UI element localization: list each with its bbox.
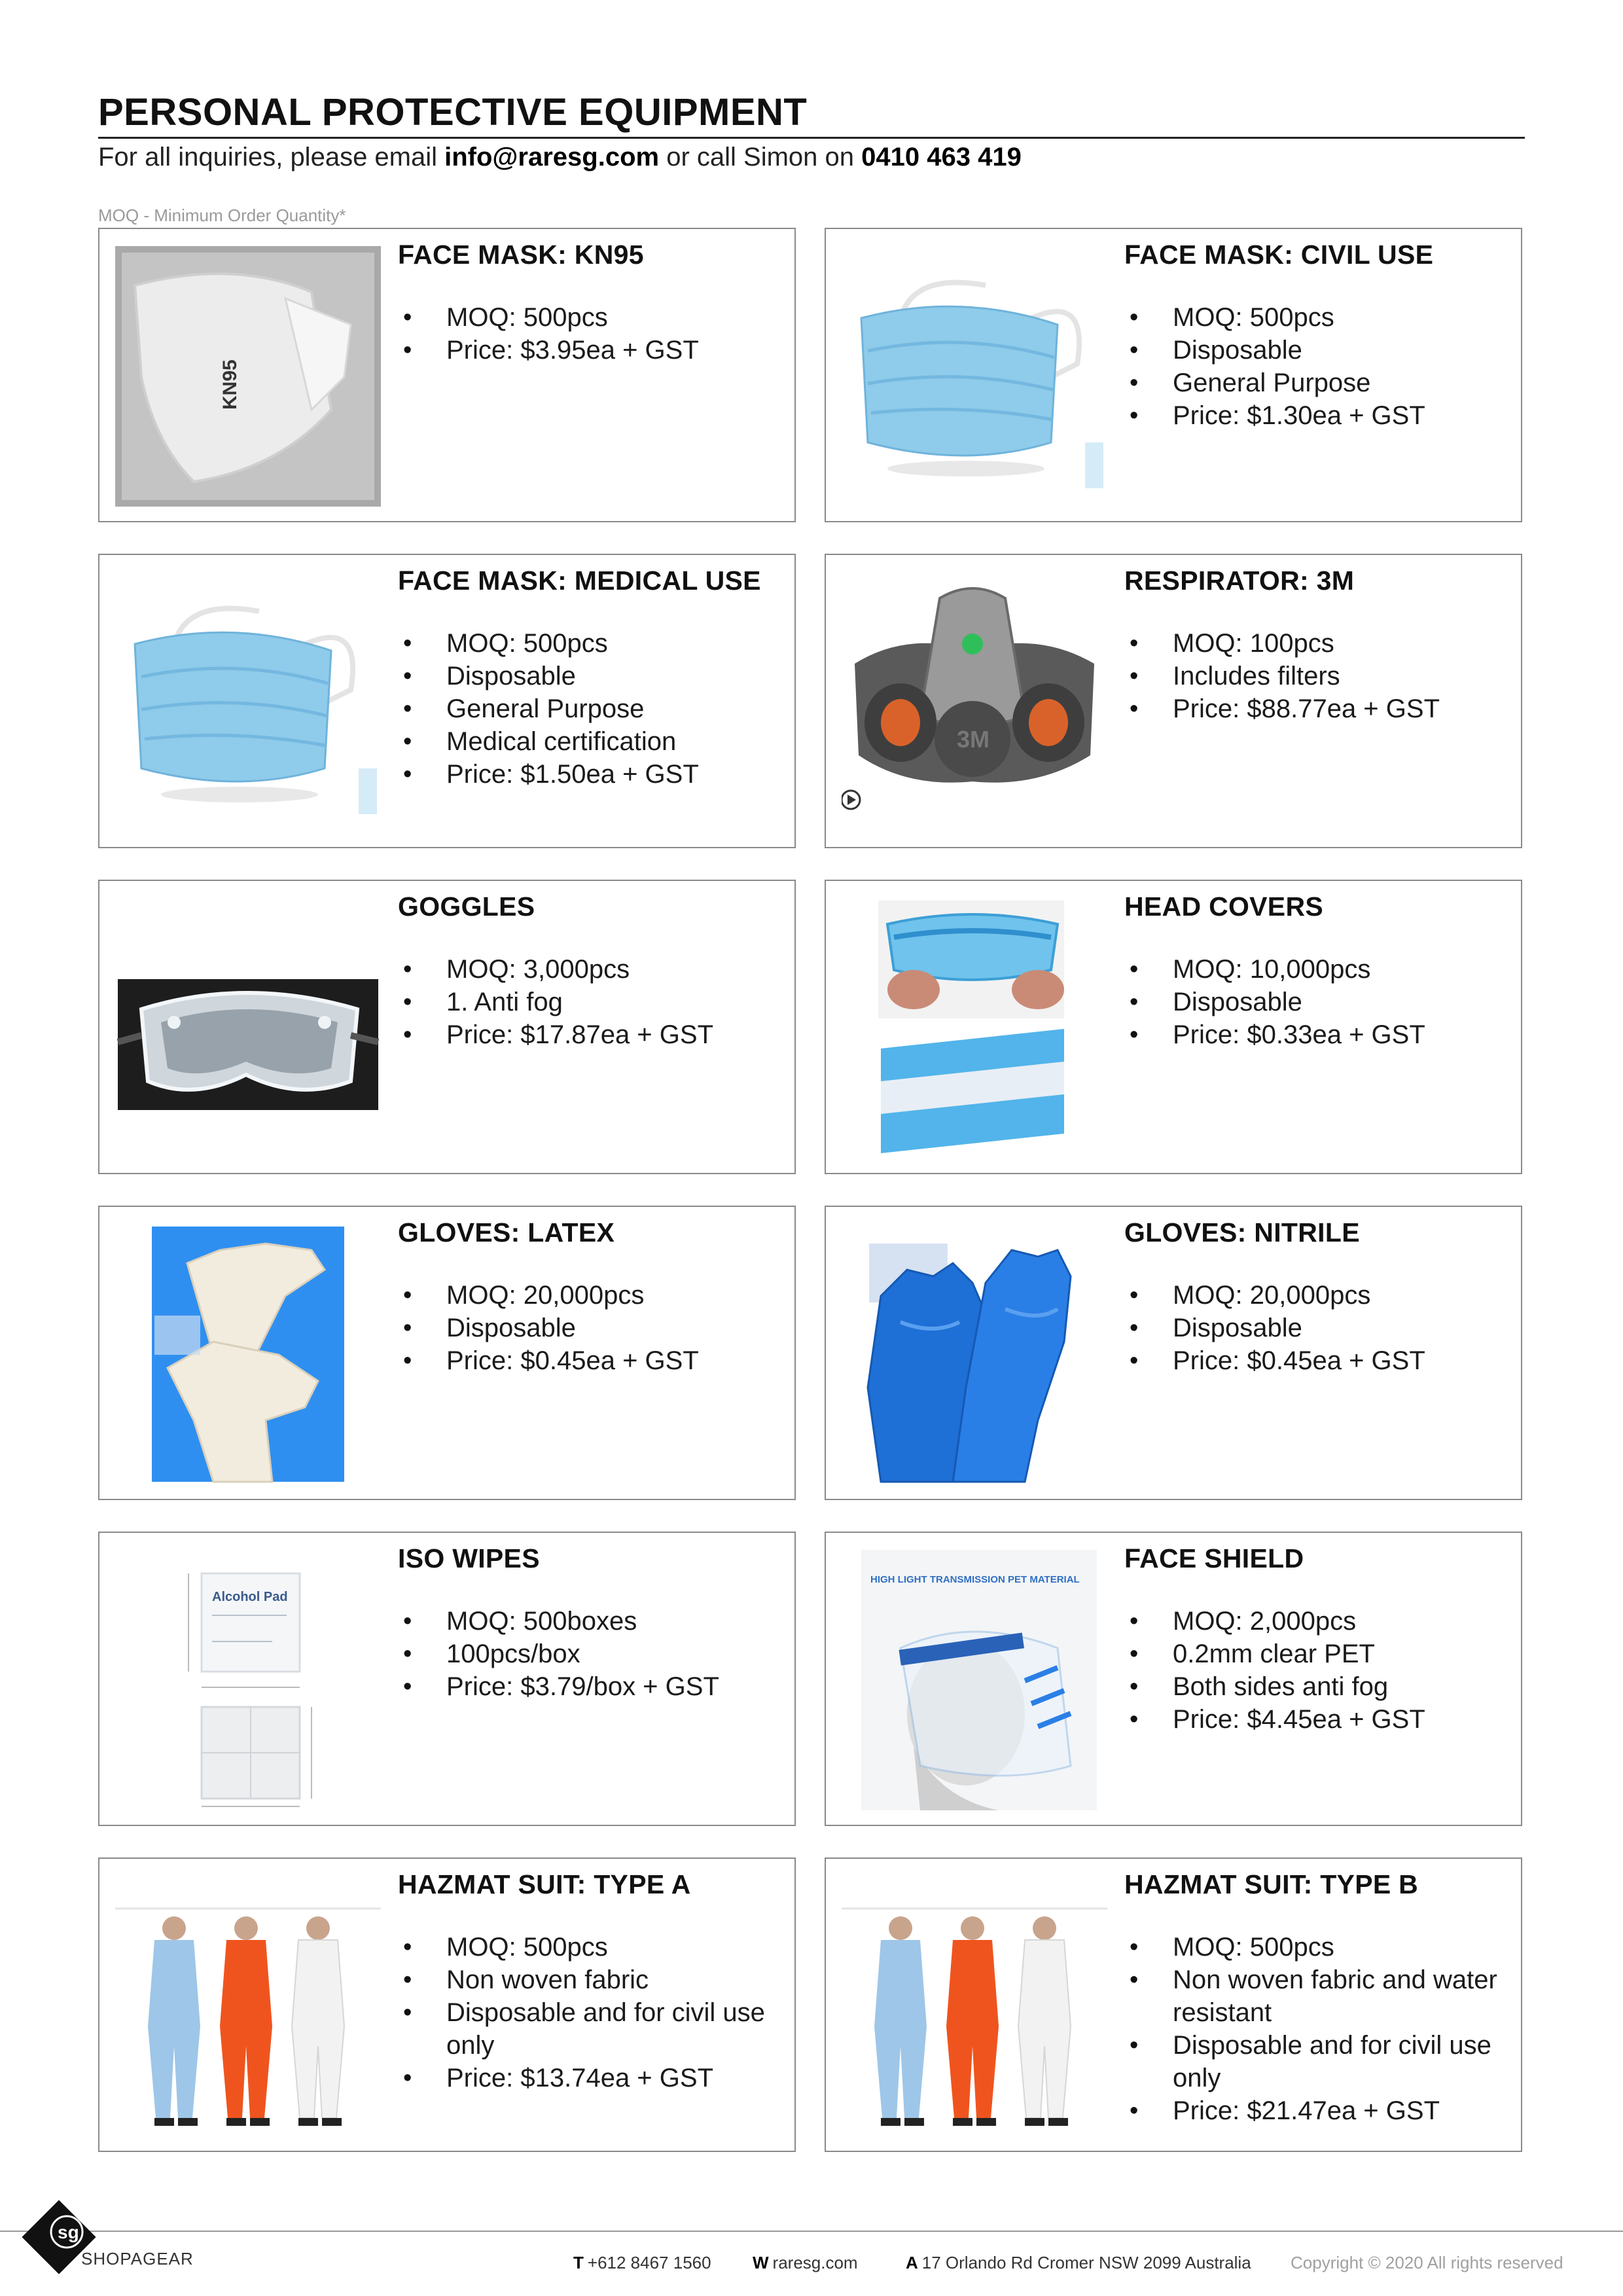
bullet-item: • MOQ: 500pcs — [398, 627, 784, 660]
bullet-item: • 100pcs/box — [398, 1638, 784, 1670]
logo-wordmark: SHOPAGEAR — [81, 2249, 194, 2269]
bullet-item: • MOQ: 20,000pcs — [1124, 1279, 1510, 1312]
product-card-head-covers — [825, 880, 1522, 1174]
bullet-item: • Disposable — [1124, 986, 1510, 1018]
product-bullets — [398, 1931, 784, 2094]
bullet-item: • Price: $88.77ea + GST — [1124, 692, 1510, 725]
bullet-item: • Price: $3.95ea + GST — [398, 334, 784, 367]
goggles-image — [115, 898, 381, 1158]
bullet-item: • Price: $1.50ea + GST — [398, 758, 784, 791]
product-bullets — [398, 627, 784, 791]
product-title: FACE SHIELD — [1124, 1543, 1304, 1573]
inquiry-line: For all inquiries, please email info@raresg.com or call Simon on 0410 463 419 — [98, 143, 1022, 171]
kn95-mask-image — [115, 246, 381, 507]
footer-copyright: Copyright © 2020 All rights reserved — [1291, 2253, 1563, 2272]
bullet-item: • Price: $0.45ea + GST — [1124, 1344, 1510, 1377]
product-bullets — [398, 1279, 784, 1377]
product-title: HAZMAT SUIT: TYPE A — [398, 1869, 691, 1899]
bullet-item: • Includes filters — [1124, 660, 1510, 692]
bullet-item: • Disposable — [398, 1312, 784, 1344]
bullet-item: • Both sides anti fog — [1124, 1670, 1510, 1703]
bullet-item: • MOQ: 2,000pcs — [1124, 1605, 1510, 1638]
bullet-item: • MOQ: 500boxes — [398, 1605, 784, 1638]
moq-note: MOQ - Minimum Order Quantity* — [98, 206, 346, 225]
latex-gloves-image — [115, 1224, 381, 1484]
bullet-item: • MOQ: 10,000pcs — [1124, 953, 1510, 986]
bullet-item: • Price: $4.45ea + GST — [1124, 1703, 1510, 1736]
bullet-item: • Medical certification — [398, 725, 784, 758]
product-card-goggles — [98, 880, 796, 1174]
bullet-item: • MOQ: 500pcs — [398, 1931, 784, 1964]
bullet-item: • Price: $0.33ea + GST — [1124, 1018, 1510, 1051]
product-title: HEAD COVERS — [1124, 891, 1324, 922]
svg-text:KN95: KN95 — [219, 359, 241, 410]
face-shield-image — [842, 1550, 1107, 1810]
footer-address: A 17 Orlando Rd Cromer NSW 2099 Australia — [906, 2253, 1251, 2272]
bullet-item: • Disposable and for civil use only — [1124, 2029, 1510, 2094]
bullet-item: • Price: $3.79/box + GST — [398, 1670, 784, 1703]
medical-mask-image — [115, 572, 381, 833]
bullet-item: • Disposable and for civil use only — [398, 1996, 784, 2062]
bullet-item: • MOQ: 100pcs — [1124, 627, 1510, 660]
product-bullets — [1124, 953, 1510, 1051]
product-title: FACE MASK: CIVIL USE — [1124, 240, 1434, 270]
product-bullets — [1124, 301, 1510, 432]
product-title: GOGGLES — [398, 891, 535, 922]
bullet-item: • Price: $21.47ea + GST — [1124, 2094, 1510, 2127]
product-title: GLOVES: LATEX — [398, 1217, 615, 1247]
bullet-item: • Disposable — [1124, 334, 1510, 367]
bullet-item: • MOQ: 3,000pcs — [398, 953, 784, 986]
product-title: RESPIRATOR: 3M — [1124, 565, 1355, 596]
bullet-item: • MOQ: 20,000pcs — [398, 1279, 784, 1312]
product-card-medical-mask — [98, 554, 796, 848]
bullet-item: • Price: $1.30ea + GST — [1124, 399, 1510, 432]
product-card-nitrile-gloves — [825, 1206, 1522, 1500]
bullet-item: • MOQ: 500pcs — [398, 301, 784, 334]
product-bullets — [1124, 1931, 1510, 2127]
svg-text:HIGH LIGHT TRANSMISSION PET MA: HIGH LIGHT TRANSMISSION PET MATERIAL — [870, 1574, 1080, 1585]
bullet-item: • MOQ: 500pcs — [1124, 1931, 1510, 1964]
bullet-item: • General Purpose — [398, 692, 784, 725]
footer-divider — [0, 2231, 1623, 2232]
bullet-item: • Disposable — [1124, 1312, 1510, 1344]
bullet-item: • Price: $17.87ea + GST — [398, 1018, 784, 1051]
product-bullets — [398, 301, 784, 367]
iso-wipes-image — [115, 1550, 381, 1810]
product-card-hazmat-a — [98, 1857, 796, 2152]
contact-phone[interactable]: 0410 463 419 — [861, 143, 1022, 171]
product-title: ISO WIPES — [398, 1543, 540, 1573]
footer-phone[interactable]: T +612 8467 1560 — [573, 2253, 711, 2272]
page-title: PERSONAL PROTECTIVE EQUIPMENT — [98, 90, 1525, 139]
bullet-item: • Disposable — [398, 660, 784, 692]
product-card-latex-gloves — [98, 1206, 796, 1500]
product-bullets — [1124, 1605, 1510, 1736]
civil-mask-image — [842, 246, 1107, 507]
bullet-item: • MOQ: 500pcs — [1124, 301, 1510, 334]
product-card-respirator — [825, 554, 1522, 848]
bullet-item: • Non woven fabric and water resistant — [1124, 1964, 1510, 2029]
svg-text:Alcohol Pad: Alcohol Pad — [212, 1590, 288, 1604]
product-title: FACE MASK: KN95 — [398, 240, 644, 270]
product-card-civil-mask — [825, 228, 1522, 522]
svg-text:3M: 3M — [957, 726, 990, 753]
contact-email[interactable]: info@raresg.com — [444, 143, 660, 171]
product-title: GLOVES: NITRILE — [1124, 1217, 1360, 1247]
bullet-item: • Price: $13.74ea + GST — [398, 2062, 784, 2094]
product-bullets — [398, 953, 784, 1051]
bullet-item: • 1. Anti fog — [398, 986, 784, 1018]
svg-text:sg: sg — [58, 2222, 79, 2242]
head-covers-image — [842, 898, 1107, 1158]
hazmat-suit-b-image — [842, 1876, 1107, 2136]
product-card-hazmat-b — [825, 1857, 1522, 2152]
bullet-item: • Non woven fabric — [398, 1964, 784, 1996]
product-title: HAZMAT SUIT: TYPE B — [1124, 1869, 1419, 1899]
bullet-item: • Price: $0.45ea + GST — [398, 1344, 784, 1377]
product-card-kn95 — [98, 228, 796, 522]
product-card-face-shield — [825, 1532, 1522, 1826]
footer-website[interactable]: W raresg.com — [753, 2253, 858, 2272]
product-title: FACE MASK: MEDICAL USE — [398, 565, 761, 596]
product-bullets — [1124, 1279, 1510, 1377]
product-bullets — [1124, 627, 1510, 725]
nitrile-gloves-image — [842, 1224, 1107, 1484]
hazmat-suit-a-image — [115, 1876, 381, 2136]
bullet-item: • General Purpose — [1124, 367, 1510, 399]
product-card-iso-wipes — [98, 1532, 796, 1826]
respirator-image — [842, 572, 1107, 833]
bullet-item: • 0.2mm clear PET — [1124, 1638, 1510, 1670]
product-bullets — [398, 1605, 784, 1703]
